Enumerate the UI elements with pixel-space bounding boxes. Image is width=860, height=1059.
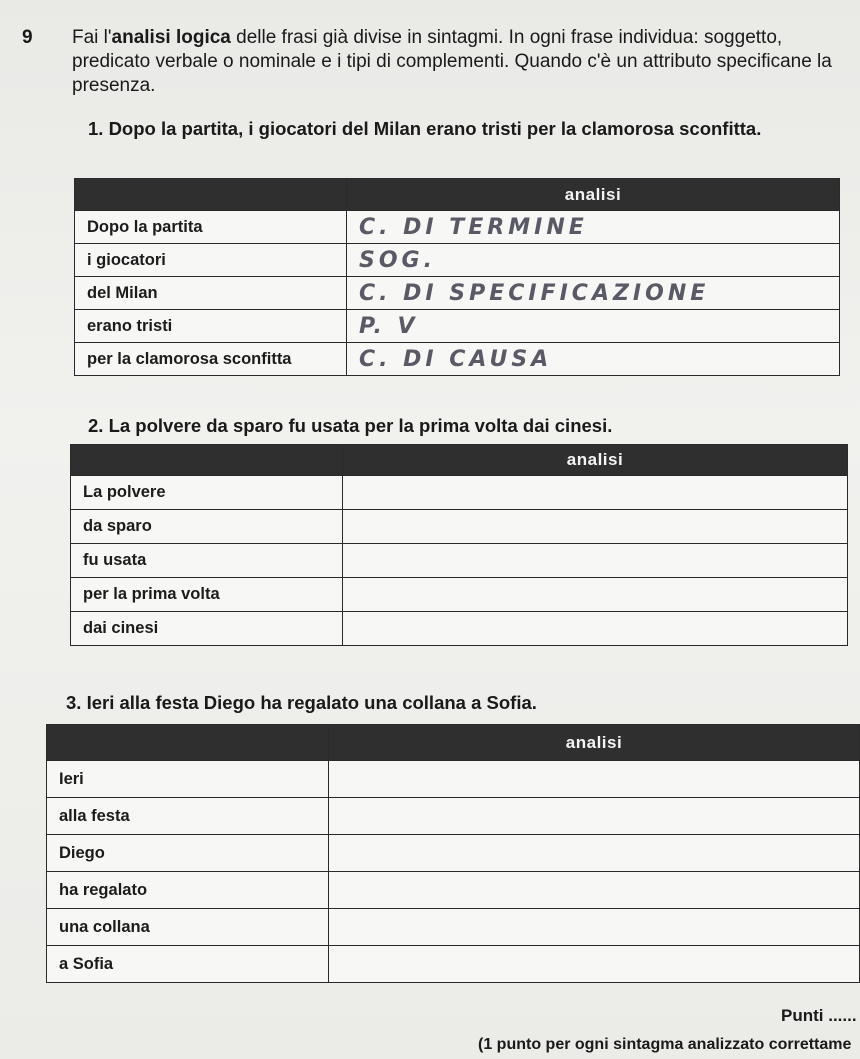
answer-cell[interactable] [347, 244, 840, 277]
answer-cell[interactable] [343, 612, 848, 646]
analysis-table-2 [70, 444, 848, 646]
phrase-cell: i giocatori [75, 244, 347, 277]
table-row [47, 798, 860, 835]
scoring-note: (1 punto per ogni sintagma analizzato correttame [478, 1036, 852, 1053]
analysis-table-3 [46, 724, 860, 983]
phrase-cell: per la clamorosa sconfitta [75, 343, 347, 376]
table-header-row [47, 725, 860, 761]
phrase-cell: erano tristi [75, 310, 347, 343]
answer-cell[interactable] [329, 835, 860, 872]
points-field: Punti ...... [781, 1006, 857, 1025]
instructions-pre: Fai l' [72, 27, 112, 48]
phrase-header-cell [75, 179, 347, 211]
exercise-instructions [72, 26, 842, 98]
instructions-bold: analisi logica [111, 27, 231, 48]
answer-cell[interactable] [347, 310, 840, 343]
answer-cell[interactable] [343, 510, 848, 544]
phrase-cell: del Milan [75, 277, 347, 310]
sentence-2-label: 2. La polvere da sparo fu usata per la prima volta dai cinesi. [88, 415, 613, 436]
handwritten-answer: SOG. [359, 247, 436, 273]
phrase-cell: dai cinesi [71, 612, 343, 646]
handwritten-answer: P. V [359, 313, 419, 339]
handwritten-answer: C. DI TERMINE [359, 214, 588, 240]
phrase-header-cell [71, 445, 343, 476]
answer-cell[interactable] [347, 211, 840, 244]
phrase-cell: ha regalato [47, 872, 329, 909]
phrase-cell: Diego [47, 835, 329, 872]
analisi-header: analisi [347, 179, 840, 211]
table-row [71, 612, 848, 646]
table-header-row [71, 445, 848, 476]
handwritten-answer: C. DI CAUSA [359, 346, 553, 372]
table-header-row [75, 179, 840, 211]
sentence-3-label: 3. Ieri alla festa Diego ha regalato una collana a Sofia. [66, 692, 537, 713]
exercise-number: 9 [22, 27, 33, 48]
analisi-header: analisi [343, 445, 848, 476]
answer-cell[interactable] [329, 761, 860, 798]
table-row [75, 211, 840, 244]
phrase-cell: Dopo la partita [75, 211, 347, 244]
answer-cell[interactable] [347, 277, 840, 310]
phrase-cell: per la prima volta [71, 578, 343, 612]
table-row [47, 909, 860, 946]
analisi-header: analisi [329, 725, 860, 761]
sentence-1-label: 1. Dopo la partita, i giocatori del Milan erano tristi per la clamorosa sconfitta. [88, 118, 762, 139]
phrase-cell: a Sofia [47, 946, 329, 983]
table-row [71, 544, 848, 578]
phrase-cell: alla festa [47, 798, 329, 835]
table-row [47, 872, 860, 909]
answer-cell[interactable] [343, 544, 848, 578]
handwritten-answer: C. DI SPECIFICAZIONE [359, 280, 710, 306]
table-row [47, 835, 860, 872]
answer-cell[interactable] [329, 872, 860, 909]
answer-cell[interactable] [329, 946, 860, 983]
table-row [75, 310, 840, 343]
table-row [47, 761, 860, 798]
table-row [71, 510, 848, 544]
phrase-cell: da sparo [71, 510, 343, 544]
table-row [75, 343, 840, 376]
phrase-header-cell [47, 725, 329, 761]
table-row [47, 946, 860, 983]
exercise-header [22, 26, 842, 98]
answer-cell[interactable] [347, 343, 840, 376]
phrase-cell: Ieri [47, 761, 329, 798]
answer-cell[interactable] [329, 909, 860, 946]
instructions-post: delle frasi già divise in sintagmi. In ogni frase individua: soggetto, predicato verbale o nominale e i tipi di complementi. Quando c'è un attributo specificane la presenza. [72, 27, 832, 96]
table-row [71, 476, 848, 510]
answer-cell[interactable] [343, 476, 848, 510]
table-row [75, 277, 840, 310]
phrase-cell: fu usata [71, 544, 343, 578]
table-row [71, 578, 848, 612]
phrase-cell: La polvere [71, 476, 343, 510]
answer-cell[interactable] [343, 578, 848, 612]
phrase-cell: una collana [47, 909, 329, 946]
answer-cell[interactable] [329, 798, 860, 835]
analysis-table-1 [74, 178, 840, 376]
table-row [75, 244, 840, 277]
